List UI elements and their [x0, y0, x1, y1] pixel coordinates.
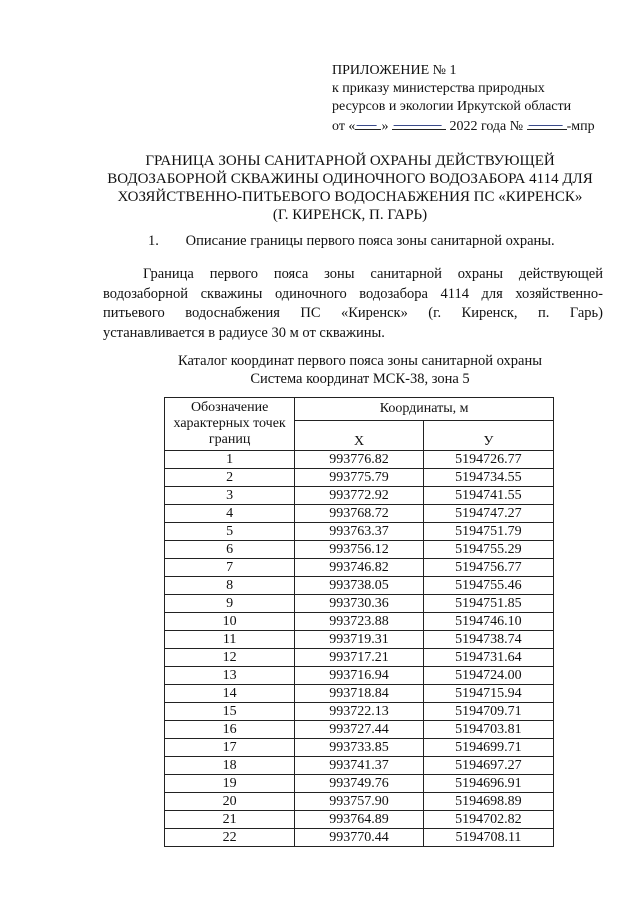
- y-coordinate-cell: 5194746.10: [423, 613, 553, 631]
- x-coordinate-cell: 993722.13: [295, 703, 424, 721]
- appendix-date-line: [332, 116, 632, 136]
- section-title: Описание границы первого пояса зоны санитарной охраны.: [185, 233, 555, 249]
- x-coordinate-cell: 993775.79: [295, 469, 424, 487]
- y-coordinate-cell: 5194698.89: [423, 793, 553, 811]
- y-coordinate-cell: 5194751.85: [423, 595, 553, 613]
- table-row: [165, 739, 554, 757]
- header-y: У: [423, 421, 553, 451]
- y-coordinate-cell: 5194708.11: [423, 829, 553, 847]
- point-number-cell: 10: [165, 613, 295, 631]
- point-number-cell: 3: [165, 487, 295, 505]
- y-coordinate-cell: 5194715.94: [423, 685, 553, 703]
- table-row: [165, 667, 554, 685]
- appendix-order-line: к приказу министерства природных: [332, 81, 545, 96]
- x-coordinate-cell: 993727.44: [295, 721, 424, 739]
- x-coordinate-cell: 993746.82: [295, 559, 424, 577]
- handwritten-day-signature: [355, 116, 381, 130]
- caption-line-2: Система координат МСК-38, зона 5: [250, 371, 470, 387]
- x-coordinate-cell: 993776.82: [295, 451, 424, 469]
- y-coordinate-cell: 5194755.29: [423, 541, 553, 559]
- y-coordinate-cell: 5194751.79: [423, 523, 553, 541]
- x-coordinate-cell: 993757.90: [295, 793, 424, 811]
- y-coordinate-cell: 5194699.71: [423, 739, 553, 757]
- x-coordinate-cell: 993768.72: [295, 505, 424, 523]
- paragraph-line-3: питьевого водоснабжения ПС «Киренск» (г. Киренск, п. Гарь): [103, 305, 603, 321]
- appendix-block: [332, 62, 632, 136]
- x-coordinate-cell: 993770.44: [295, 829, 424, 847]
- table-row: [165, 757, 554, 775]
- y-coordinate-cell: 5194709.71: [423, 703, 553, 721]
- heading-line-2: ВОДОЗАБОРНОЙ СКВАЖИНЫ ОДИНОЧНОГО ВОДОЗАБОРА 4114 ДЛЯ: [107, 171, 593, 187]
- section-heading: [148, 233, 555, 250]
- table-row: [165, 595, 554, 613]
- x-coordinate-cell: 993730.36: [295, 595, 424, 613]
- y-coordinate-cell: 5194726.77: [423, 451, 553, 469]
- document-heading: [70, 152, 630, 224]
- number-suffix: -мпр: [566, 119, 595, 134]
- date-mid: »: [381, 119, 389, 134]
- caption-line-1: Каталог координат первого пояса зоны санитарной охраны: [178, 353, 542, 369]
- paragraph-line-2: водозаборной скважины одиночного водозабора 4114 для хозяйственно-: [103, 285, 603, 302]
- table-caption: [90, 352, 630, 388]
- paragraph-line-1: Граница первого пояса зоны санитарной охраны действующей: [143, 266, 603, 282]
- header-coordinates: Координаты, м: [295, 398, 554, 421]
- table-row: [165, 505, 554, 523]
- y-coordinate-cell: 5194741.55: [423, 487, 553, 505]
- appendix-title: ПРИЛОЖЕНИЕ № 1: [332, 63, 457, 78]
- x-coordinate-cell: 993717.21: [295, 649, 424, 667]
- table-row: [165, 541, 554, 559]
- point-number-cell: 8: [165, 577, 295, 595]
- point-number-cell: 14: [165, 685, 295, 703]
- x-coordinate-cell: 993733.85: [295, 739, 424, 757]
- point-number-cell: 7: [165, 559, 295, 577]
- heading-line-1: ГРАНИЦА ЗОНЫ САНИТАРНОЙ ОХРАНЫ ДЕЙСТВУЮЩЕЙ: [145, 153, 555, 169]
- table-row: [165, 559, 554, 577]
- table-row: [165, 793, 554, 811]
- header-point-label: Обозначение характерных точек границ: [165, 398, 295, 451]
- table-row: [165, 613, 554, 631]
- point-number-cell: 17: [165, 739, 295, 757]
- table-row: [165, 487, 554, 505]
- y-coordinate-cell: 5194697.27: [423, 757, 553, 775]
- x-coordinate-cell: 993718.84: [295, 685, 424, 703]
- point-number-cell: 16: [165, 721, 295, 739]
- y-coordinate-cell: 5194724.00: [423, 667, 553, 685]
- point-number-cell: 4: [165, 505, 295, 523]
- y-coordinate-cell: 5194756.77: [423, 559, 553, 577]
- date-year: 2022 года №: [449, 119, 524, 134]
- point-number-cell: 6: [165, 541, 295, 559]
- table-row: [165, 703, 554, 721]
- y-coordinate-cell: 5194731.64: [423, 649, 553, 667]
- x-coordinate-cell: 993738.05: [295, 577, 424, 595]
- y-coordinate-cell: 5194738.74: [423, 631, 553, 649]
- point-number-cell: 2: [165, 469, 295, 487]
- paragraph-line-4: устанавливается в радиусе 30 м от скважины.: [103, 324, 385, 341]
- table-row: [165, 829, 554, 847]
- table-row: [165, 649, 554, 667]
- coordinates-table-body: [165, 451, 554, 847]
- y-coordinate-cell: 5194747.27: [423, 505, 553, 523]
- y-coordinate-cell: 5194702.82: [423, 811, 553, 829]
- x-coordinate-cell: 993749.76: [295, 775, 424, 793]
- appendix-ministry-line: ресурсов и экологии Иркутской области: [332, 99, 572, 114]
- section-number: 1.: [148, 233, 159, 249]
- table-row: [165, 685, 554, 703]
- point-number-cell: 15: [165, 703, 295, 721]
- point-number-cell: 1: [165, 451, 295, 469]
- point-number-cell: 19: [165, 775, 295, 793]
- handwritten-number-signature: [527, 116, 567, 130]
- point-number-cell: 21: [165, 811, 295, 829]
- table-row: [165, 451, 554, 469]
- description-paragraph: [103, 265, 603, 343]
- table-row: [165, 721, 554, 739]
- coordinates-table: [164, 397, 554, 847]
- point-number-cell: 11: [165, 631, 295, 649]
- y-coordinate-cell: 5194734.55: [423, 469, 553, 487]
- date-prefix: от «: [332, 119, 356, 134]
- x-coordinate-cell: 993741.37: [295, 757, 424, 775]
- x-coordinate-cell: 993723.88: [295, 613, 424, 631]
- x-coordinate-cell: 993716.94: [295, 667, 424, 685]
- table-row: [165, 775, 554, 793]
- table-row: [165, 811, 554, 829]
- point-number-cell: 12: [165, 649, 295, 667]
- handwritten-month-signature: [392, 116, 446, 130]
- x-coordinate-cell: 993719.31: [295, 631, 424, 649]
- table-row: [165, 631, 554, 649]
- point-number-cell: 13: [165, 667, 295, 685]
- y-coordinate-cell: 5194696.91: [423, 775, 553, 793]
- table-row: [165, 523, 554, 541]
- x-coordinate-cell: 993772.92: [295, 487, 424, 505]
- y-coordinate-cell: 5194703.81: [423, 721, 553, 739]
- heading-line-3: ХОЗЯЙСТВЕННО-ПИТЬЕВОГО ВОДОСНАБЖЕНИЯ ПС «КИРЕНСК»: [117, 189, 583, 205]
- x-coordinate-cell: 993764.89: [295, 811, 424, 829]
- x-coordinate-cell: 993756.12: [295, 541, 424, 559]
- point-number-cell: 18: [165, 757, 295, 775]
- header-x: X: [295, 421, 424, 451]
- point-number-cell: 22: [165, 829, 295, 847]
- point-number-cell: 9: [165, 595, 295, 613]
- table-row: [165, 577, 554, 595]
- heading-line-4: (Г. КИРЕНСК, П. ГАРЬ): [272, 207, 428, 223]
- table-row: [165, 469, 554, 487]
- point-number-cell: 20: [165, 793, 295, 811]
- y-coordinate-cell: 5194755.46: [423, 577, 553, 595]
- x-coordinate-cell: 993763.37: [295, 523, 424, 541]
- point-number-cell: 5: [165, 523, 295, 541]
